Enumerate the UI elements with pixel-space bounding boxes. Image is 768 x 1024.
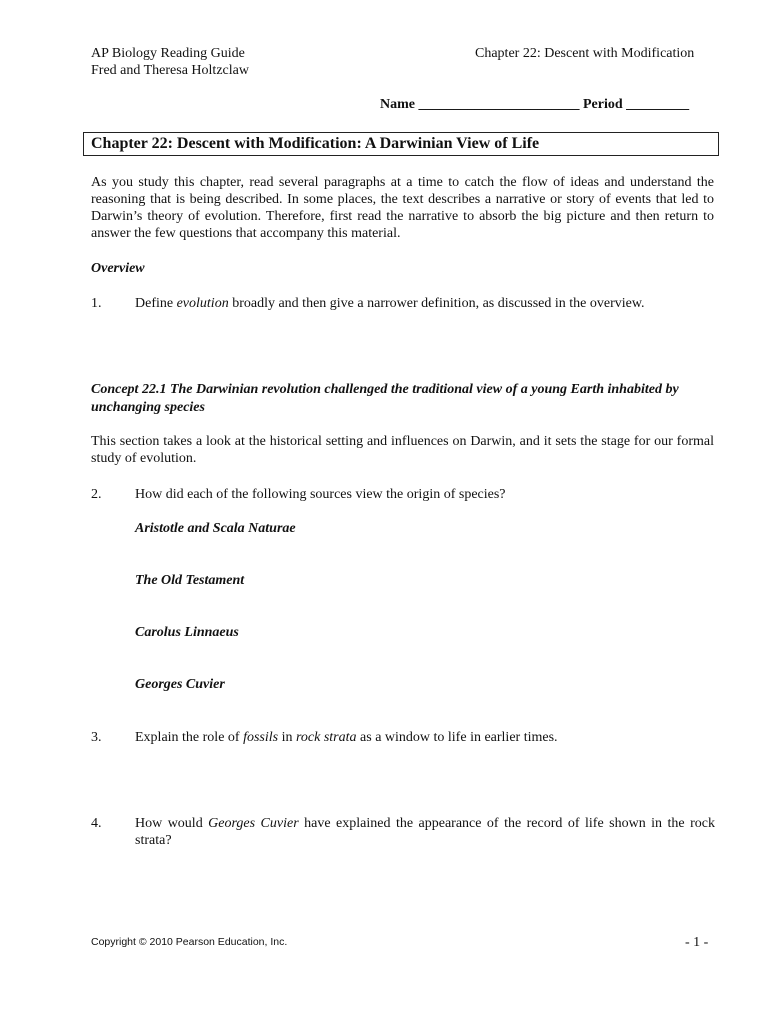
question-4-number: 4. <box>91 816 102 831</box>
q4-pre: How would <box>135 816 209 831</box>
question-2-text: How did each of the following sources view the origin of species? <box>135 487 506 502</box>
source-linnaeus: Carolus Linnaeus <box>135 625 239 640</box>
period-label: Period <box>583 97 623 112</box>
source-aristotle: Aristotle and Scala Naturae <box>135 521 296 536</box>
overview-heading: Overview <box>91 261 145 276</box>
question-2-number: 2. <box>91 487 102 502</box>
question-1-number: 1. <box>91 296 102 311</box>
q3-post: as a window to life in earlier times. <box>356 730 558 745</box>
intro-paragraph: As you study this chapter, read several paragraphs at a time to catch the flow of ideas and understand the reasoning that is being described. In some places, the text describes a narrative or story of events that led to Darwin’s theory of evolution. Therefore, first read the narrative to absorb the big picture and then return to answer the few questions that accompany this material. <box>91 175 714 241</box>
q4-term: Georges Cuvier <box>208 816 299 831</box>
q1-term: evolution <box>176 296 229 311</box>
period-blank: _________ <box>626 97 690 112</box>
question-3-number: 3. <box>91 730 102 745</box>
copyright: Copyright © 2010 Pearson Education, Inc. <box>91 936 288 948</box>
q1-pre: Define <box>135 296 177 311</box>
source-old-testament: The Old Testament <box>135 573 245 588</box>
question-1-text <box>135 295 715 312</box>
authors: Fred and Theresa Holtzclaw <box>91 63 249 78</box>
chapter-header: Chapter 22: Descent with Modification <box>475 46 695 61</box>
q3-pre: Explain the role of <box>135 730 244 745</box>
q3-mid: in <box>278 730 296 745</box>
guide-title: AP Biology Reading Guide <box>91 46 245 61</box>
q3-term-fossils: fossils <box>243 730 279 745</box>
question-4-text <box>135 815 715 849</box>
q1-post: broadly and then give a narrower definition, as discussed in the overview. <box>228 296 645 311</box>
page-number: - 1 - <box>685 935 709 950</box>
name-blank: _______________________ <box>418 97 580 112</box>
chapter-title: Chapter 22: Descent with Modification: A Darwinian View of Life <box>83 132 719 156</box>
q4-post: have explained the appearance of the record of life shown in the rock strata? <box>135 816 715 848</box>
name-label: Name <box>380 97 415 112</box>
header-left <box>91 45 249 79</box>
source-cuvier: Georges Cuvier <box>135 677 225 692</box>
concept-heading: Concept 22.1 The Darwinian revolution challenged the traditional view of a young Earth inhabited by unchanging species <box>91 382 679 415</box>
q3-term-strata: rock strata <box>295 730 357 745</box>
question-3-text <box>135 729 715 746</box>
name-period-line <box>380 97 689 113</box>
concept-intro: This section takes a look at the historical setting and influences on Darwin, and it sets the stage for our formal study of evolution. <box>91 434 714 466</box>
